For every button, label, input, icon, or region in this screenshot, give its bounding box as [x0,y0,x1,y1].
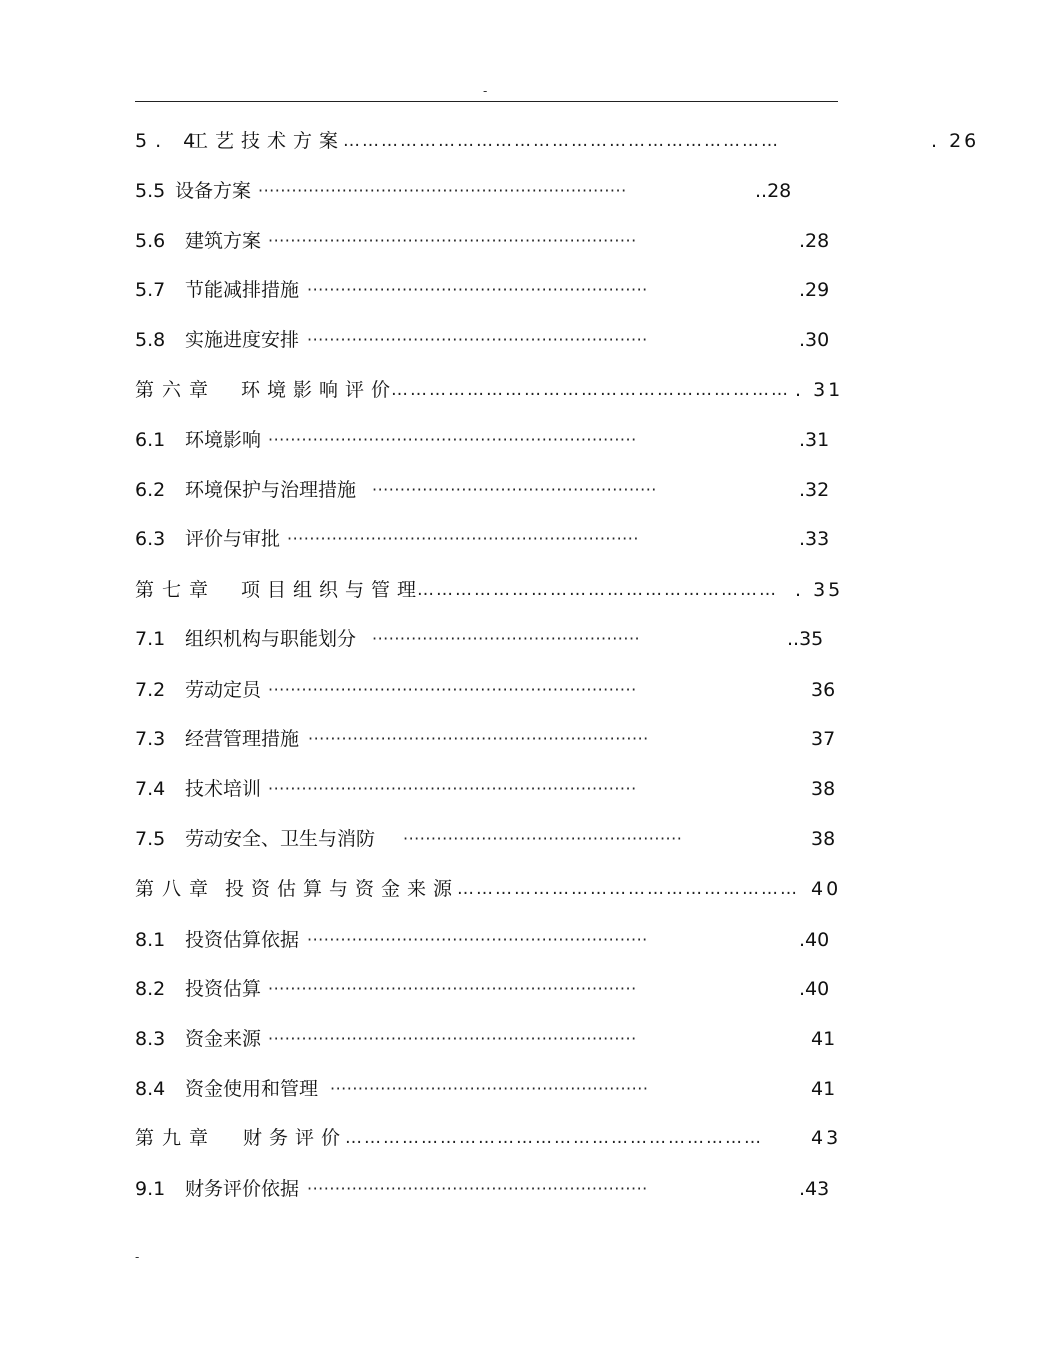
toc-dot-leader: ·································································· [268,430,637,449]
toc-entry-number: 5. 4 [135,130,204,152]
toc-chapter-entry[interactable] [135,376,844,404]
toc-entry[interactable] [135,276,840,304]
toc-entry-title: 劳动定员 [185,679,262,701]
toc-entry-page: . 26 [931,130,980,152]
toc-entry-title: 财务评价依据 [185,1178,300,1200]
toc-dot-leader: ························································· [330,1079,649,1098]
toc-dot-leader: ····························································· [307,280,648,299]
toc-entry-page: 41 [811,1078,836,1100]
toc-dot-leader: ·································································· [268,779,637,798]
toc-entry-page: 37 [811,728,836,750]
toc-entry-title: 投资估算依据 [185,929,300,951]
toc-entry[interactable] [135,625,840,653]
toc-entry-number: 7.2 [135,679,166,701]
header-rule [135,101,838,102]
toc-entry[interactable] [135,1175,840,1203]
toc-dot-leader: ·················································· [403,829,683,848]
toc-entry-title: 经营管理措施 [185,728,300,750]
toc-entry-number: 7.5 [135,828,166,850]
toc-entry-page: .40 [799,978,830,1000]
toc-dot-leader: ·································································· [258,181,627,200]
toc-entry-page: 38 [811,828,836,850]
toc-entry-number: 6.2 [135,479,166,501]
toc-entry-title: 评价与审批 [185,528,281,550]
toc-entry-number: 8.3 [135,1028,166,1050]
toc-chapter-entry[interactable] [135,576,844,604]
toc-dot-leader: ……………………………………………… [457,879,799,899]
toc-dot-leader: ………………………………………………… [417,580,778,600]
toc-entry-page: 36 [811,679,836,701]
footer-mark: - [135,1250,140,1264]
toc-chapter-number: 第六章 [135,379,217,401]
toc-entry-page: 38 [811,778,836,800]
toc-chapter-number: 第八章 [135,878,217,900]
toc-dot-leader: ··················································· [372,480,657,499]
toc-entry-title: 设备方案 [175,180,252,202]
toc-entry-number: 5.6 [135,230,166,252]
toc-entry-number: 9.1 [135,1178,166,1200]
toc-entry-page: .32 [799,479,830,501]
toc-entry[interactable] [135,127,980,155]
toc-entry-number: 5.5 [135,180,166,202]
toc-entry-title: 实施进度安排 [185,329,300,351]
toc-entry[interactable] [135,227,840,255]
toc-entry-title: 工艺技术方案 [189,130,346,152]
toc-entry-page: .31 [799,429,830,451]
toc-entry[interactable] [135,975,840,1003]
toc-dot-leader: ······························································· [287,529,639,548]
toc-entry-number: 7.4 [135,778,166,800]
toc-entry-page: ..28 [755,180,792,202]
toc-chapter-title: 投资估算与资金来源 [225,878,460,900]
toc-entry-number: 7.3 [135,728,166,750]
toc-entry-number: 6.1 [135,429,166,451]
toc-entry-number: 8.4 [135,1078,166,1100]
toc-entry-number: 8.2 [135,978,166,1000]
toc-chapter-page: . 35 [795,579,844,601]
toc-entry-title: 劳动安全、卫生与消防 [185,828,376,850]
toc-entry-number: 6.3 [135,528,166,550]
toc-entry-title: 建筑方案 [185,230,262,252]
toc-entry-number: 8.1 [135,929,166,951]
toc-chapter-title: 财务评价 [243,1127,348,1149]
toc-entry[interactable] [135,825,840,853]
toc-entry-number: 7.1 [135,628,166,650]
toc-dot-leader: …………………………………………………………… [343,131,780,151]
toc-entry-page: .40 [799,929,830,951]
toc-chapter-number: 第七章 [135,579,217,601]
toc-entry-title: 环境影响 [185,429,262,451]
toc-dot-leader: ····························································· [307,930,648,949]
toc-entry-page: .30 [799,329,830,351]
toc-entry[interactable] [135,177,840,205]
toc-entry-title: 资金使用和管理 [185,1078,319,1100]
toc-entry-page: .29 [799,279,830,301]
header-mark: - [483,84,488,98]
toc-dot-leader: ·································································· [268,680,637,699]
toc-entry-title: 资金来源 [185,1028,262,1050]
toc-chapter-title: 环境影响评价 [241,379,398,401]
toc-chapter-page: 40 [811,878,842,900]
toc-entry[interactable] [135,725,840,753]
toc-entry[interactable] [135,525,840,553]
toc-entry[interactable] [135,1075,840,1103]
toc-dot-leader: ····························································· [307,330,648,349]
toc-entry-title: 节能减排措施 [185,279,300,301]
toc-dot-leader: ……………………………………………………… [391,380,790,400]
toc-dot-leader: ····························································· [307,1179,648,1198]
toc-chapter-entry[interactable] [135,1124,840,1152]
toc-entry[interactable] [135,1025,840,1053]
toc-entry-number: 5.8 [135,329,166,351]
toc-dot-leader: ………………………………………………………… [345,1128,763,1148]
toc-chapter-entry[interactable] [135,875,840,903]
toc-entry-page: .28 [799,230,830,252]
toc-entry[interactable] [135,426,840,454]
toc-entry[interactable] [135,326,840,354]
toc-entry-page: 41 [811,1028,836,1050]
toc-entry-title: 组织机构与职能划分 [185,628,357,650]
toc-chapter-page: 43 [811,1127,842,1149]
toc-dot-leader: ·································································· [268,231,637,250]
toc-entry-number: 5.7 [135,279,166,301]
toc-entry-page: .33 [799,528,830,550]
toc-entry[interactable] [135,476,840,504]
toc-dot-leader: ················································ [372,629,641,648]
toc-entry-page: ..35 [787,628,824,650]
toc-chapter-title: 项目组织与管理 [241,579,424,601]
toc-entry[interactable] [135,676,840,704]
toc-chapter-page: . 31 [795,379,844,401]
toc-entry-title: 环境保护与治理措施 [185,479,357,501]
toc-entry[interactable] [135,775,840,803]
toc-dot-leader: ····························································· [308,729,649,748]
toc-dot-leader: ·································································· [268,1029,637,1048]
toc-entry[interactable] [135,926,840,954]
toc-entry-title: 投资估算 [185,978,262,1000]
toc-dot-leader: ·································································· [268,979,637,998]
toc-entry-title: 技术培训 [185,778,262,800]
toc-entry-page: .43 [799,1178,830,1200]
toc-chapter-number: 第九章 [135,1127,217,1149]
